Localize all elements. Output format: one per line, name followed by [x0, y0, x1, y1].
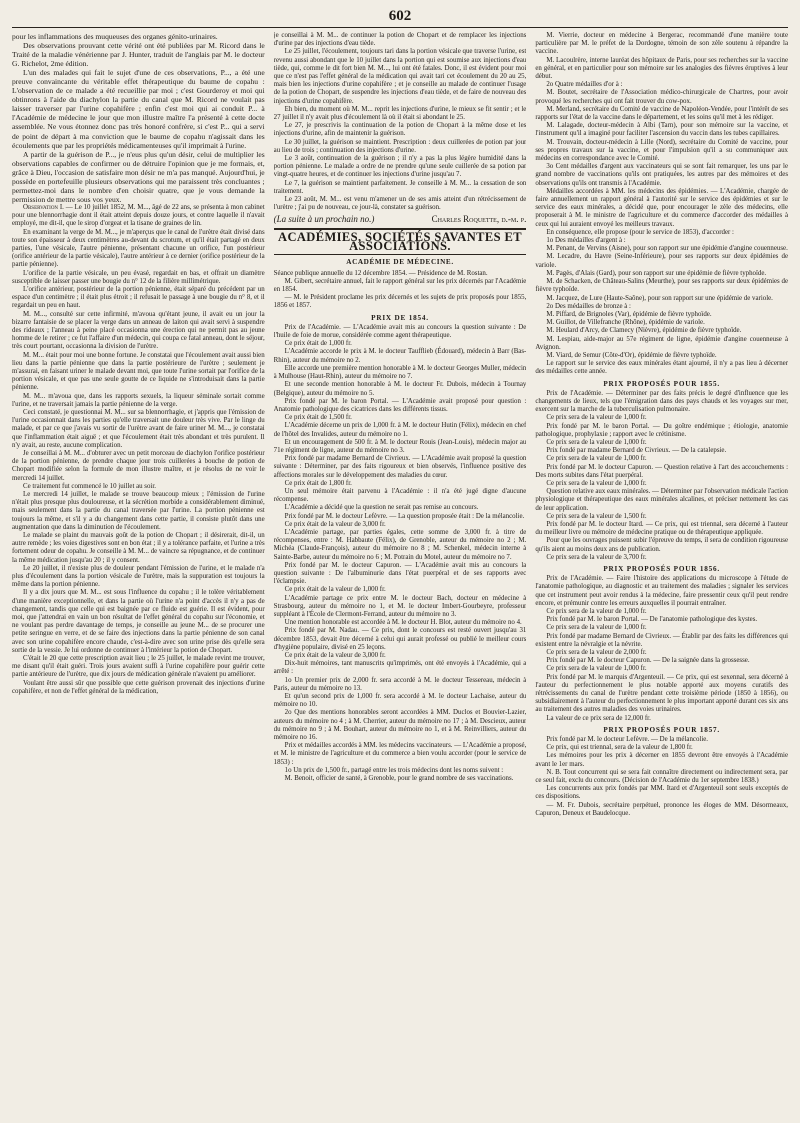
observation-para: L'orifice antérieur, postérieur de la portion pénienne, était séparé du précédent par un espace d'un centimètre ; il était plus étroit ; il refusait le passage à une bougie du n° 8, et il regardait un peu en haut. — [12, 285, 265, 310]
prize-heading-1854: PRIX DE 1854. — [371, 313, 429, 322]
prize-para: Pour que les ouvrages puissent subir l'épreuve du temps, il sera de condition rigoureuse qu'ils aient au moins deux ans de publication. — [535, 537, 789, 553]
prize-para: Ce prix sera de la valeur de 1,000 fr. — [546, 455, 647, 463]
report-para: — M. le Président proclame les prix décernés et les sujets de prix proposés pour 1855, 1856 et 1857. — [273, 294, 527, 310]
prize-para: — M. Fr. Dubois, secrétaire perpétuel, prononce les éloges de MM. Désormeaux, Capuron, Deneux et Baudelocque. — [535, 801, 789, 817]
prize-para: Prix fondé par M. le docteur Lefèvre. — De la mélancolie. — [546, 736, 709, 744]
observation-para: Ce traitement fut commencé le 10 juillet au soir. — [23, 482, 156, 490]
observation-para: Le 30 juillet, la guérison se maintient. Prescription : deux cuillerées de potion par jour au lieu de trois ; continuation des injections d'urine. — [273, 138, 527, 154]
observation-para: Le 7, la guérison se maintient parfaitement. Je conseille à M. M... la cessation de son traitement. — [273, 179, 527, 195]
observation-para: je conseillai à M. M... de continuer la potion de Chopart et de remplacer les injections d'urine par des injections d'eau tiède. — [273, 32, 527, 48]
prize-para: Prix fondé par M. le marquis d'Argenteuil. — Ce prix, qui est sexennal, sera décerné à l'auteur du perfectionnement le plus notable apporté aux moyens curatifs des rétrécissements du canal de l'urètre pendant cette troisième période (1850 à 1856), ou subsidiairement à l'auteur du perfectionnement le plus important apporté durant ces six ans au traitement des autres maladies des voies urinaires. — [535, 673, 789, 714]
prize-para: M. Benoit, officier de santé, à Grenoble, pour le grand nombre de ses vaccinations. — [284, 775, 514, 783]
prize-para: L'Académie a décidé que la question ne serait pas remise au concours. — [284, 504, 479, 512]
academy-report-continued — [535, 32, 788, 818]
prize-heading-1856: PRIX PROPOSÉS POUR 1856. — [603, 565, 720, 573]
observation-para: M. M... était pour moi une bonne fortune. Je constatai que l'écoulement avait aussi bien lieu dans la partie pénienne que dans la partie postérieure de l'urètre ; seulement je m'assurai, en faisant uriner le malade devant moi, que toute l'urine sortait par l'orifice de la portion vésicale, et que pas une seule goutte de ce liquide ne s'introduisait dans la partie pénienne. — [12, 351, 265, 392]
observation-para: En examinant la verge de M. M..., je m'aperçus que le canal de l'urètre était divisé dans toute son épaisseur à deux centimètres au-devant du scrotum, et qu'il était partagé en deux parties, l'une vésicale, l'autre pénienne, présentant chacune un orifice, l'un postérieur (orifice antérieur de la partie vésicale), l'autre antérieur à ce dernier (orifice postérieur de la partie pénienne). — [12, 228, 265, 269]
report-para: M. Guillot, de Villefranche (Rhône), épidémie de variole. — [546, 319, 705, 327]
author-signature: Charles Roquette, d.-m. p. — [431, 214, 527, 225]
title-underline — [274, 254, 527, 255]
column-2 — [274, 32, 527, 1120]
prize-para: Ce prix était de la valeur de 1,000 fr. — [284, 586, 386, 594]
prize-para: Prix fondé par M. le docteur Capuron. — L'Académie avait mis au concours la question suivante : De l'albuminurie dans l'état puerpéral et de ses rapports avec l'éclampsie. — [273, 561, 527, 586]
report-para: 3o Cent médailles d'argent aux vaccinateurs qui se sont fait remarquer, les uns par le grand nombre de vaccinations qu'ils ont pratiquées, les autres par des mémoires et des observations qu'ils ont transmis à l'Académie. — [535, 163, 789, 187]
observation-para: Le 3 août, continuation de la guérison ; il n'y a pas la plus légère humidité dans la portion pénienne. Le malade a ordre de ne prendre qu'une seule cuillerée de sa potion par vingt-quatre heures, et de continuer les injections d'urine jusqu'au 7. — [273, 155, 527, 179]
observation-para: C'était le 20 que cette prescription avait lieu ; le 25 juillet, le malade revint me trouver, me disant qu'il était guéri. Trois jours avaient suffi à l'urine copahifère pour guérir cette partie antérieure de l'urètre, que dix jours de médication générale n'avaient pu améliorer. — [12, 655, 265, 679]
prize-para: L'Académie partage, par parties égales, cette somme de 3,000 fr. à titre de récompenses, entre : M. Habbaute (Félix), de Grenoble, auteur du mémoire no 2 ; M. Michéa (Claude-François), auteur du mémoire no 8 ; M. Schenkel, médecin interne à Sainte-Barbe, auteur du mémoire no 6 ; M. Potrain du Motel, auteur du mémoire no 7. — [273, 528, 527, 561]
prize-para: Prix fondé par M. Nadau. — Ce prix, dont le concours est resté ouvert jusqu'au 31 décembre 1853, devait être décerné à celui qui aurait professé ou publié le meilleur cours d'hygiène populaire, divisé en 25 leçons. — [273, 627, 527, 651]
observation-para: Voulant être aussi sûr que possible que cette guérison provenait des injections d'urine copahifère, et non de l'effet général de la médication, — [12, 679, 265, 695]
prize-para: Prix fondé par madame Bernard de Civrieux. — L'Académie avait proposé la question suivante : Déterminer, par des faits rigoureux et bien observés, l'influence positive des affections morales sur le développement des maladies du cœur. — [273, 455, 527, 479]
prize-para: Ce prix sera de la valeur de 1,000 fr. — [546, 624, 647, 632]
observation-para: Le 25 juillet, l'écoulement, toujours tari dans la portion vésicale que traverse l'urine, est revenu aussi abondant que le 10 juillet dans la portion qui est soumise aux injections d'eau tiède, qui, comme le dit fort bien M. M..., lui ont été fatales. Donc, il est évident pour moi que ce n'est pas l'effet général de la médication qui avait tari cet écoulement du 20 au 25, mais bien les injections d'urine copahifère ; et je conseille au malade de continuer l'usage de la potion de Chopart, de suspendre les injections d'eau tiède, et de faire de nouveau des injections d'urine copahifère. — [273, 48, 527, 105]
col1-para: L'un des malades qui fait le sujet d'une de ces observations, P..., a été une preuve convaincante du véritable effet thérapeutique du baume de copahu : L'observation de ce malade a été recueillie par moi ; c'est Gourderoy et moi qui obtinrons à l'aide du diachylon la partie du canal que M. Ricord ne voulait pas laisser traverser par l'urine copahifère ; enfin c'est moi qui ai conduit P... à l'Académie de médecine le jour que mon illustre maître l'a présenté à cette docte assemblée. Ne vous étonnez donc pas très honoré confrère, si c'est P... qui a servi de point de départ à ma conviction que le baume de copahu n'agissait dans les écoulements que par les propriétés médicamenteuses qu'il imprimait à l'urine. — [12, 68, 265, 150]
column-1 — [12, 32, 265, 1120]
prize-para: Prix de l'Académie. — Faire l'histoire des applications du microscope à l'étude de l'anatomie pathologique, au diagnostic et au traitement des maladies ; signaler les services que cet instrument peut avoir rendus à la médecine, faire pressentir ceux qu'il peut rendre encore, et prémunir contre les erreurs auxquelles il pourrait entraîner. — [535, 575, 789, 607]
column-3 — [535, 32, 788, 1120]
observation-para: M. M..., consulté sur cette infirmité, m'avoua qu'étant jeune, il avait eu un jour la bizarre fantaisie de se placer la verge dans un anneau de laiton qui avait servi à suspendre des rideaux ; l'anneau à peine placé occasionna une érection qui ne permit pas au jeune homme de le retirer ; ce fut l'affaire d'un médecin, qui coupa ce fatal anneau, dont le séjour, très court pourtant, occasionna la division de l'urètre. — [12, 310, 265, 351]
prize-para: Et une seconde mention honorable à M. le docteur Fr. Dubois, médecin à Tournay (Belgique), auteur du mémoire no 5. — [273, 381, 527, 397]
prize-para: Ce prix sera de la valeur de 1,000 fr. — [546, 665, 647, 673]
academy-report — [274, 270, 527, 784]
prize-para: Ce prix sera de la valeur de 1,000 fr. — [546, 414, 647, 422]
prize-para: Ce prix sera de la valeur de 1,000 fr. — [546, 438, 647, 446]
prize-para: Question relative aux eaux minérales. — Déterminer par l'observation médicale l'action physiologique et thérapeutique des eaux minérales alcalines, et préciser nettement les cas de leur application. — [535, 488, 789, 512]
report-para: M. Vierrie, docteur en médecine à Bergerac, recommandé d'une manière toute particulière par M. le préfet de la Dordogne, témoin de son zèle soutenu à répandre la vaccine. — [535, 32, 789, 56]
prize-para: Dix-huit mémoires, tant manuscrits qu'imprimés, ont été envoyés à l'Académie, qui a arrêté : — [273, 660, 527, 676]
prize-para: Ce prix sera de la valeur de 3,700 fr. — [546, 553, 647, 561]
prize-para: Prix fondé par M. le docteur Lefèvre. — La question proposée était : De la mélancolie. — [284, 512, 525, 520]
prize-para: Prix fondé par M. le baron Portal. — De l'anatomie pathologique des kystes. — [546, 616, 758, 624]
prize-para: Un seul mémoire était parvenu à l'Académie : il n'a été jugé digne d'aucune récompense. — [273, 487, 527, 504]
prize-para: Ce prix sera de la valeur de 1,500 fr. — [546, 512, 647, 520]
prize-para: L'Académie décerne un prix de 1,000 fr. à M. le docteur Hutin (Félix), médecin en chef de l'hôtel des Invalides, auteur du mémoire no 1. — [273, 422, 527, 438]
prize-para: L'Académie accorde le prix à M. le docteur Taufflieb (Édouard), médecin à Barr (Bas-Rhin), auteur du mémoire no 2. — [273, 348, 527, 364]
observation-continued — [274, 32, 527, 212]
signature-line — [274, 215, 527, 224]
observation-label: Observation I. — [23, 203, 64, 211]
observation-text: — Le 10 juillet 1852, M. M..., âgé de 22 ans, se présenta à mon cabinet pour une blennorrhagie dont il était atteint depuis douze jours, et contre laquelle il n'avait employé, me dit-il, que le sirop d'orgeat et la tisane de graines de lin. — [12, 203, 265, 228]
report-para: Médailles accordées à MM. les médecins des épidémies. — L'Académie, chargée de faire annuellement un rapport général à l'autorité sur le service des épidémies et sur le service des eaux minérales, a décidé que, pour encourager le zèle des médecins, elle proposerait à M. le ministre de l'agriculture et du commerce d'accorder des médailles à ceux qui lui auraient envoyé les meilleurs travaux. — [535, 187, 789, 228]
prize-para: Prix fondé par M. le baron Portal. — Du goître endémique ; étiologie, anatomie pathologique, prophylaxie ; rapport avec le crétinisme. — [535, 422, 789, 438]
continued-note: (La suite à un prochain no.) — [273, 214, 375, 225]
prize-para: Ce prix sera de la valeur de 1,000 fr. — [546, 608, 647, 616]
prize-para: Et qu'un second prix de 1,000 fr. sera accordé à M. le docteur Lachaise, auteur du mémoire no 10. — [273, 693, 527, 709]
observation-para: L'orifice de la partie vésicale, un peu évasé, regardait en bas, et offrait un diamètre susceptible de laisser passer une bougie du n° 12 de la filière millimétrique. — [12, 269, 265, 285]
prize-para: Prix de l'Académie. — L'Académie avait mis au concours la question suivante : De l'huile de foie de morue, considérée comme agent thérapeutique. — [273, 323, 527, 340]
prize-heading-1855: PRIX PROPOSÉS POUR 1855. — [603, 379, 720, 388]
observation-intro — [12, 204, 265, 229]
report-para: M. Viard, de Semur (Côte-d'Or), épidémie de fièvre typhoïde. — [546, 351, 717, 359]
report-para: M. Penant, de Vervins (Aisne), pour son rapport sur une épidémie d'angine couenneuse. — [546, 245, 788, 253]
report-para: M. Trouvain, docteur-médecin à Lille (Nord), secrétaire du Comité de vaccine, pour ses propres travaux sur la vaccine, et pour l'impulsion qu'il a su communiquer aux médecins en correspondance avec le Comité. — [535, 138, 789, 163]
prize-para: Ce prix était de la valeur de 3,000 fr. — [284, 652, 386, 659]
prize-para: 1o Un prix de 1,500 fr., partagé entre les trois médecins dont les noms suivent : — [284, 766, 504, 774]
prize-para: Elle accorde une première mention honorable à M. le docteur Georges Muller, médecin à Mulhouse (Haut-Rhin), auteur du mémoire no 7. — [273, 364, 527, 381]
report-para: M. Merland, secrétaire du Comité de vaccine de Napoléon-Vendée, pour l'intérêt de ses rapports sur l'état de la vaccine dans le département, et les soins qu'il met à les rédiger. — [535, 105, 789, 122]
report-para: 2o Quatre médailles d'or à : — [546, 81, 623, 89]
observation-para: Il y a dix jours que M. M... est sous l'influence du copahu ; il le tolère véritablement d'une manière exceptionnelle, et dans la partie où l'urine n'a point d'accès il n'y a pas de changement, tandis que celle qui est baignée par ce fluide est guérie. Il est évident, pour moi, que j'attendrai en vain un bon résultat de l'effet général du copahu sur l'économie, et ne voulant pas perdre davantage de temps, je conseille au jeune M... de se procurer une petite seringue en verre, et de se faire des injections dans la partie pénienne de son canal avec son urine copahifère encore chaude, c'est-à-dire avec son urine prise dès qu'elle sera sortie de la vessie. Je lui ordonne de continuer à l'intérieur la potion de Chopart. — [12, 589, 265, 654]
report-para: 1o Des médailles d'argent à : — [546, 237, 626, 245]
prize-para: Une mention honorable est accordée à M. le docteur H. Blot, auteur du mémoire no 4. — [284, 619, 522, 627]
prize-para: Prix fondé par M. le docteur Capuron. — Question relative à l'art des accouchements : Des morts subites dans l'état puerpéral. — [535, 463, 789, 479]
prize-para: Prix fondé par M. le docteur Itard. — Ce prix, qui est triennal, sera décerné à l'auteur du meilleur livre ou mémoire de médecine pratique ou de thérapeutique appliquée. — [535, 520, 789, 537]
prize-para: Ce prix était de 1,800 fr. — [284, 479, 352, 487]
report-para: M. Lecadre, du Havre (Seine-Inférieure), pour ses rapports sur deux épidémies de variole. — [535, 253, 789, 269]
report-para: M. Pagès, d'Alais (Gard), pour son rapport sur une épidémie de fièvre typhoïde. — [546, 269, 767, 277]
prize-para: N. B. Tout concurrent qui se sera fait connaître directement ou indirectement sera, par ce seul fait, exclu du concours. (Décision de l'Académie du 1er septembre 1838.) — [535, 768, 789, 785]
prize-para: Ce prix était de 1,500 fr. — [284, 414, 352, 422]
report-para: M. Jacquez, de Lure (Haute-Saône), pour son rapport sur une épidémie de variole. — [546, 294, 773, 302]
observation-para: Je conseillai à M. M... d'obturer avec un petit morceau de diachylon l'orifice postérieur de la portion pénienne, de prendre chaque jour trois cuillerées à bouche de potion de Chopart modifiée selon la formule de mon illustre maître, et je résolus de ne voir le mercredi 14 juillet. — [12, 449, 265, 482]
observation-para: Le 20 juillet, il n'existe plus de douleur pendant l'émission de l'urine, et le malade n'a plus d'écoulement dans la portion vésicale de l'urètre, mais la suppuration est toujours la même dans la portion pénienne. — [12, 564, 265, 589]
prize-para: Prix fondé par M. le baron Portal. — L'Académie avait proposé pour question : Anatomie pathologique des cicatrices dans les différents tissus. — [273, 397, 527, 413]
report-para: M. de Schacken, de Château-Salins (Meurthe), pour ses rapports sur deux épidémies de fièvre typhoïde. — [535, 278, 789, 294]
prize-para: Et un encouragement de 500 fr. à M. le docteur Rouis (Jean-Louis), médecin major au 71e régiment de ligne, auteur du mémoire no 3. — [273, 438, 527, 454]
prize-para: Ce prix sera de la valeur de 2,000 fr. — [546, 649, 647, 657]
prize-para: Ce prix était de la valeur de 3,000 fr. — [284, 520, 386, 528]
observation-para: Eh bien, du moment où M. M... reprit les injections d'urine, le mieux se fit sentir ; et le 27 juillet il n'y avait plus d'écoulement là où il était si abondant le 25. — [273, 105, 527, 122]
prize-para: Ce prix, qui est triennal, sera de la valeur de 1,800 fr. — [546, 744, 693, 752]
observation-block — [12, 204, 265, 696]
report-para: M. Piffard, de Brignoles (Var), épidémie de fièvre typhoïde. — [546, 310, 712, 318]
observation-para: Ceci constaté, je questionnai M. M... sur sa blennorrhagie, et j'appris que l'émission de l'urine occasionnait dans les parties qu'elle traversait une douleur très vive. Par le linge du malade, et par ce que j'avais vu sortir de l'urètre avant de faire uriner M. M..., je constatai que l'inflammation était aiguë ; et que l'écoulement était très abondant et très purulent. Il n'y avait, au reste, aucune complication. — [12, 408, 265, 449]
prize-para: Ce prix était de 1,000 fr. — [284, 340, 352, 348]
report-para: Le rapport sur le service des eaux minérales étant ajourné, il n'y a pas lieu à décerner des médailles cette année. — [535, 360, 789, 376]
report-para: En conséquence, elle propose (pour le service de 1853), d'accorder : — [546, 228, 734, 236]
prize-para: 1o Un premier prix de 2,000 fr. sera accordé à M. le docteur Tessereau, médecin à Paris, auteur du mémoire no 13. — [273, 676, 527, 692]
section-title: ACADÉMIES, SOCIÉTÉS SAVANTES ET ASSOCIATIONS. — [278, 229, 522, 253]
report-para: 2o Des médailles de bronze à : — [546, 302, 631, 310]
prize-para: Prix fondé par madame Bernard de Civrieux. — Établir par des faits les différences qui existent entre la névralgie et la névrite. — [535, 632, 789, 648]
observation-para: Le malade se plaint du mauvais goût de la potion de Chopart ; il désirerait, dit-il, un autre remède ; les voies digestives sont en bon état ; il y a tolérance parfaite, et l'urine a très fortement odeur de copahu. Je conseille à M. M... de vaincre sa répugnance, et de continuer la même médication jusqu'au 20 ; il y consent. — [12, 532, 265, 564]
prize-para: Prix fondé par M. le docteur Capuron. — De la saignée dans la grossesse. — [546, 657, 750, 665]
seance-line: Séance publique annuelle du 12 décembre 1854. — Présidence de M. Rostan. — [273, 269, 488, 277]
report-para: M. Lespiau, aide-major au 57e régiment de ligne, épidémie d'angine couenneuse à Avignon. — [535, 335, 789, 351]
observation-para: Le 27, je prescrivis la continuation de la potion de Chopart à la même dose et les injections d'urine, afin de maintenir la guérison. — [273, 122, 527, 138]
report-para: M. Lacoulrère, interne lauréat des hôpitaux de Paris, pour ses recherches sur la vaccine en général, et en particulier pour son mémoire sur les analogies des fièvres éruptives à leur début. — [535, 56, 789, 81]
page-number: 602 — [388, 8, 412, 24]
prize-para: Les mémoires pour les prix à décerner en 1855 devront être envoyés à l'Académie avant le 1er mars. — [535, 752, 789, 768]
prize-para: La valeur de ce prix sera de 12,000 fr. — [546, 714, 651, 722]
prize-para: Ce prix sera de la valeur de 1,000 fr. — [546, 479, 647, 487]
prize-para: Prix fondé par madame Bernard de Civrieux. — De la catalepsie. — [546, 447, 727, 455]
report-para: M. Lalagade, docteur-médecin à Albi (Tarn), pour son mémoire sur la vaccine, et l'instrument qu'il a imaginé pour faciliter l'ascension du vaccin dans les tubes capillaires. — [535, 122, 789, 138]
col1-para: pour les inflammations des muqueuses des organes génito-urinaires. — [12, 32, 218, 41]
prize-para: Prix de l'Académie. — Déterminer par des faits précis le degré d'influence que les changements de lieux, tels que l'émigration dans des pays chauds et les voyages sur mer, exercent sur la marche de la tuberculisation pulmonaire. — [535, 389, 789, 414]
text-columns — [12, 32, 788, 1120]
report-para: M. Heulard d'Arcy, de Clamecy (Nièvre), épidémie de fièvre typhoïde. — [546, 327, 742, 335]
prize-para: 2o Que des mentions honorables seront accordées à MM. Duclos et Bouvier-Lazier, auteurs du mémoire no 4 ; à M. Cherrier, auteur du mémoire no 17 ; à M. Descieux, auteur du mémoire no 9 ; à M. Bouhart, auteur du mémoire no 1, et à M. Reinvilliers, auteur du mémoire no 16. — [273, 709, 527, 742]
report-para: M. Boutet, secrétaire de l'Association médico-chirurgicale de Chartres, pour avoir provoqué les recherches qui ont fait trouver du cow-pox. — [535, 89, 789, 105]
prize-para: Prix et médailles accordés à MM. les médecins vaccinateurs. — L'Académie a proposé, et M. le ministre de l'agriculture et du commerce a bien voulu accorder (pour le service de 1853) : — [273, 742, 527, 766]
prize-heading-1857: PRIX PROPOSÉS POUR 1857. — [603, 725, 720, 734]
observation-para: M. M... m'avoua que, dans les rapports sexuels, la liqueur séminale sortait comme l'urine, et ne traversait jamais la partie pénienne de la verge. — [12, 392, 265, 408]
subsection-title: ACADÉMIE DE MÉDECINE. — [346, 257, 454, 266]
header-rule — [12, 27, 788, 28]
report-para: M. Gibert, secrétaire annuel, fait le rapport général sur les prix décernés par l'Académie en 1854. — [273, 277, 527, 294]
observation-para: Le 23 août, M. M... est venu m'amener un de ses amis atteint d'un rétrécissement de l'urètre ; j'ai pu de nouveau, ce jour-là, constater sa guérison. — [273, 196, 527, 212]
observation-para: Le mercredi 14 juillet, le malade se trouve beaucoup mieux ; l'émission de l'urine n'était plus presque plus douloureuse, et la sécrétion morbide a considérablement diminué, mais seulement dans la partie du canal traversée par l'urine. La portion pénienne est toujours la même, et s'il y a du changement dans cette partie, il consiste plutôt dans une augmentation que dans la diminution de l'écoulement. — [12, 491, 265, 531]
col1-para: A partir de la guérison de P..., je n'eus plus qu'un désir, celui de multiplier les observations capables de confirmer ou de détruire l'opinion que je me formais, et, grâce à Dieu, l'occasion de satisfaire mon désir ne m'a pas manqué. Aujourd'hui, je possède en portefeuille plusieurs observations qui me paraissent très concluantes ; permettez-moi dans le nombre d'en choisir quatre, que je vous demande la permission de mettre sous vos yeux. — [12, 149, 265, 204]
prize-para: Les concurrents aux prix fondés par MM. Itard et d'Argenteuil sont seuls exceptés de ces dispositions. — [535, 785, 789, 801]
col1-para: Des observations prouvant cette vérité ont été publiées par M. Ricord dans le Traité de la maladie vénérienne par J. Hunter, traduit de l'anglais par M. le docteur G. Richelot, 2me édition. — [12, 41, 265, 69]
prize-para: L'Académie partage ce prix entre M. le docteur Bach, docteur en médecine à Strasbourg, auteur du mémoire no 1, et M. le docteur Imbert-Gourbeyre, professeur suppléant à l'École de Clermont-Ferrand, auteur du mémoire no 3. — [273, 594, 527, 618]
